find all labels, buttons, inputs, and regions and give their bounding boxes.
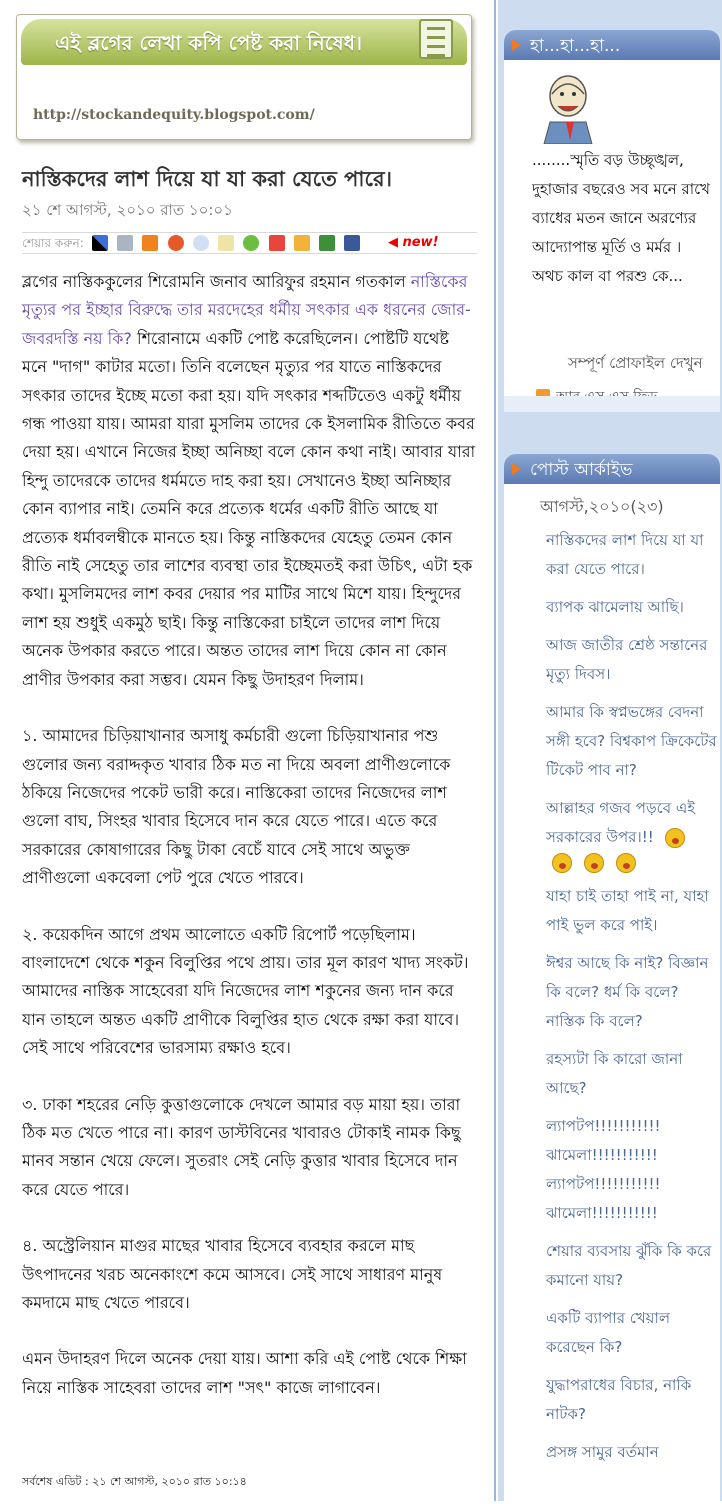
point-1: ১. আমাদের চিড়িয়াখানার অসাধু কর্মচারী গুলো চিড়িয়াখানার পশু গুলোর জন্য বরাদ্দকৃত খাবার ঠিক মত না দিয়ে অবলা প্রাণীগুলোকে ঠকিয়ে নিজেদের পকেট ভারী করে। নাস্তিকেরা তাদের নিজেদের লাশ গুলো বাঘ, সিংহর খাবার হিসেবে দান করে যেতে পারে। এতে করে সরকারের কোষাগারের কিছু টাকা বেচেঁ যাবে সেই সাথে অভুক্ত প্রাণীগুলো একবেলা পেট পুরে খেতে পারবে। [22,726,451,888]
about-line: ব্যাধের মতন জানে অরণ্যের আদ্যোপান্ত মূর্তি ও মর্মর । [532,209,697,256]
archive-title: পোস্ট আর্কাইভ [504,454,720,484]
archive-post-link[interactable]: প্রসঙ্গ সামুর বর্তমান [546,1442,659,1461]
archive-post-link[interactable]: ব্যাপক ঝামেলায় আছি। [546,598,684,616]
rss-share-icon[interactable] [218,235,234,251]
closing-paragraph: এমন উদাহরণ দিলে অনেক দেয়া যায়। আশা করি এই পোষ্ট থেকে শিক্ষা নিয়ে নাস্তিক সাহেবরা তাদের লাশ "সৎ" কাজে লাগাবেন। [22,1349,467,1397]
laughing-emoticon-icon [584,853,604,873]
notepad-icon [419,19,453,59]
archive-post-link[interactable]: আমার কি স্বপ্নভঙ্গের বেদনা সঙ্গী হবে? বিশ্বকাপ ক্রিকেটের টিকেট পাব না? [546,703,717,779]
archive-post-link[interactable]: শেয়ার ব্যবসায় ঝুঁকি কি করে কমানো যায়? [546,1241,712,1289]
avatar[interactable] [542,72,598,144]
laughing-emoticon-icon [616,853,636,873]
intro-text-continued: শিরোনামে একটি পোষ্ট করেছিলেন। পোষ্টটি যথেষ্ট মনে "দাগ" কাটার মতো। তিনি বলেছেন মৃত্যুর পর যাতে নাস্তিকদের সৎকার তাদের ইচ্ছে মতো করা হয়। যদি সৎকার শব্দটিতেও একটু ধর্মীয় গন্ধ পাওয়া যায়। আমরা যারা মুসলিম তাদের কে ইসলামিক রীতিতে কবর দেয়া হয়। এখানে নিজের ইচ্ছা অনিচ্ছা বলে কোন কথা নাই। আবার যারা হিন্দু তাদেরকে তাদের ধর্মমতে দাহ করা হয়। সেখানেও ইচ্ছা অনিচ্ছার কোন ব্যাপার নাই। তেমনি করে প্রত্যেক ধর্মের একটি রীতি আছে যা প্রত্যেক ধর্মাবলম্বীকে মানতে হয়। কিন্তু নাস্তিকদের যেহেতু তেমন কোন রীতি নাই সেহেতু তার লাশের ব্যবস্থা তার ইচ্ছেমতই করা উচিৎ, এটা হক কথা। মুসলিমদের লাশ কবর দেয়ার পর মাটির সাথে মিশে যায়। হিন্দুদের লাশ হয় শুধুই একমুঠ ছাই। কিন্তু নাস্তিকেরা চাইলে তাদের লাশ দিয়ে অনেক উপকার করতে পারে। অন্তত তাদের লাশ দিয়ে কোন না কোন প্রাণীর উপকার করা সম্ভব। যেমন কিছু উদাহরণ দিলাম। [22,328,476,689]
archive-post-link[interactable]: আজ জাতীর শ্রেষ্ঠ সন্তানের মৃত্যু দিবস। [546,636,708,683]
archive-post-link[interactable]: ল্যাপটপ!!!!!!!!!!! ঝামেলা!!!!!!!!!!! ল্যাপটপ!!!!!!!!!!! ঝামেলা!!!!!!!!!!! [546,1116,661,1222]
archive-post-link[interactable]: আল্লাহর গজব পড়বে এই সরকারের উপর।!! [546,799,696,846]
new-badge: ◀ new! [388,235,439,250]
last-edit: সর্বশেষ এডিট : ২১ শে আগস্ট, ২০১০ রাত ১০:১৪ [22,1475,247,1488]
share-label: শেয়ার করুন: [22,236,84,250]
post-date: ২১ শে আগস্ট, ২০১০ রাত ১০:০১ [22,199,477,233]
digg-icon[interactable] [117,235,133,251]
archive-post-link[interactable]: একটি ব্যাপার খেয়াল করেছেন কি? [546,1308,671,1356]
delicious-icon[interactable] [92,235,108,251]
laughing-emoticon-icon [552,853,572,873]
archive-post-link[interactable]: যুদ্ধাপরাধের বিচার, নাকি নাটক? [546,1375,692,1423]
about-line: অথচ কাল বা পরশু কে... [532,267,683,285]
post-title[interactable]: নাস্তিকদের লাশ দিয়ে যা যা করা যেতে পারে। [22,167,393,191]
archive-list [546,526,720,1476]
facebook-icon[interactable] [344,235,360,251]
banner-title: এই ব্লগের লেখা কপি পেষ্ট করা নিষেধ। [21,19,467,65]
intro-text: ব্লগের নাস্তিককুলের শিরোমনি জনাব আরিফুর রহমান গতকাল [22,272,406,291]
sidebar [498,0,722,1501]
archive-item-with-emoticons [546,794,720,873]
point-2: ২. কয়েকদিন আগে প্রথম আলোতে একটি রিপোর্ট পড়েছিলাম। বাংলাদেশে থেকে শকুন বিলুপ্তির পথে প্রায়। তার মূল কারণ খাদ্য সংকট। আমাদের নাস্তিক সাহেবেরা যদি নিজেদের লাশ শকুনের জন্য দান করে যান তাহলে অন্তত একটি প্রাণীকে বিলুপ্তির হাত থেকে রক্ষা করা যাবে। সেই সাথে পরিবেশের ভারসাম্য রক্ষাও হবে। [22,924,469,1058]
archive-month[interactable]: আগস্ট,২০১০(২৩) [540,497,664,516]
archive-post-link[interactable]: রহস্যটা কি কারো জানা আছে? [546,1049,683,1097]
reddit-icon[interactable] [193,235,209,251]
no-copy-banner [16,14,472,140]
buzz-icon[interactable] [319,235,335,251]
archive-post-link[interactable]: নাস্তিকদের লাশ দিয়ে যা যা করা যেতে পারে। [546,531,704,578]
point-3: ৩. ঢাকা শহরের নেড়ি কুত্তাগুলোকে দেখলে আমার বড় মায়া হয়। তারা ঠিক মত খেতে পারে না। কারণ ডাস্টবিনের খাবারও টোকাই নামক কিছু মানব সন্তান খেয়ে ফেলে। সুতরাং সেই নেড়ি কুত্তার খাবার হিসেবে দান করে যেতে পারে। [22,1094,461,1199]
about-line: ........স্মৃতি বড় উচ্ছৃঙ্খল, [532,151,684,169]
full-profile-link[interactable]: সম্পূর্ণ প্রোফাইল দেখুন [568,354,703,372]
stumbleupon-icon[interactable] [168,235,184,251]
archive-post-link[interactable]: ঈশ্বর আছে কি নাই? বিজ্ঞান কি বলে? ধর্ম কি বলে? নাস্তিক কি বলে? [546,953,709,1030]
widget-footer [504,396,720,412]
chat-icon[interactable] [243,235,259,251]
blog-url: http://stockandequity.blogspot.com/ [33,107,315,123]
about-line: দুহাজার বছরেও সব মনে রাখে [532,180,711,198]
archive-widget [504,454,720,1504]
bookmark-icon[interactable] [294,235,310,251]
referenced-post-link[interactable]: নাস্তিকের মৃত্যুর পর ইচ্ছার বিরুদ্ধে তার মরদেহের ধর্মীয় সৎকার এক ধরনের জোর-জবরদস্তি নয় কি? [22,272,471,348]
laughing-emoticon-icon [665,828,685,848]
archive-post-link[interactable]: যাহা চাই তাহা পাই না, যাহা পাই ভুল করে পাই। [546,886,709,934]
intro-paragraph [22,268,477,694]
profile-about [532,146,720,291]
share-bar [22,232,477,254]
yahoo-icon[interactable] [269,235,285,251]
profile-widget [504,30,720,412]
fark-icon[interactable] [142,235,158,251]
post-body [22,268,477,1430]
point-4: ৪. অস্ট্রেলিয়ান মাগুর মাছের খাবার হিসেবে ব্যবহার করলে মাছ উৎপাদনের খরচ অনেকাংশে কমে আসবে। সেই সাথে সাধারণ মানুষ কমদামে মাছ খেতে পারবে। [22,1236,443,1312]
profile-title: হা...হা...হা... [504,30,720,60]
